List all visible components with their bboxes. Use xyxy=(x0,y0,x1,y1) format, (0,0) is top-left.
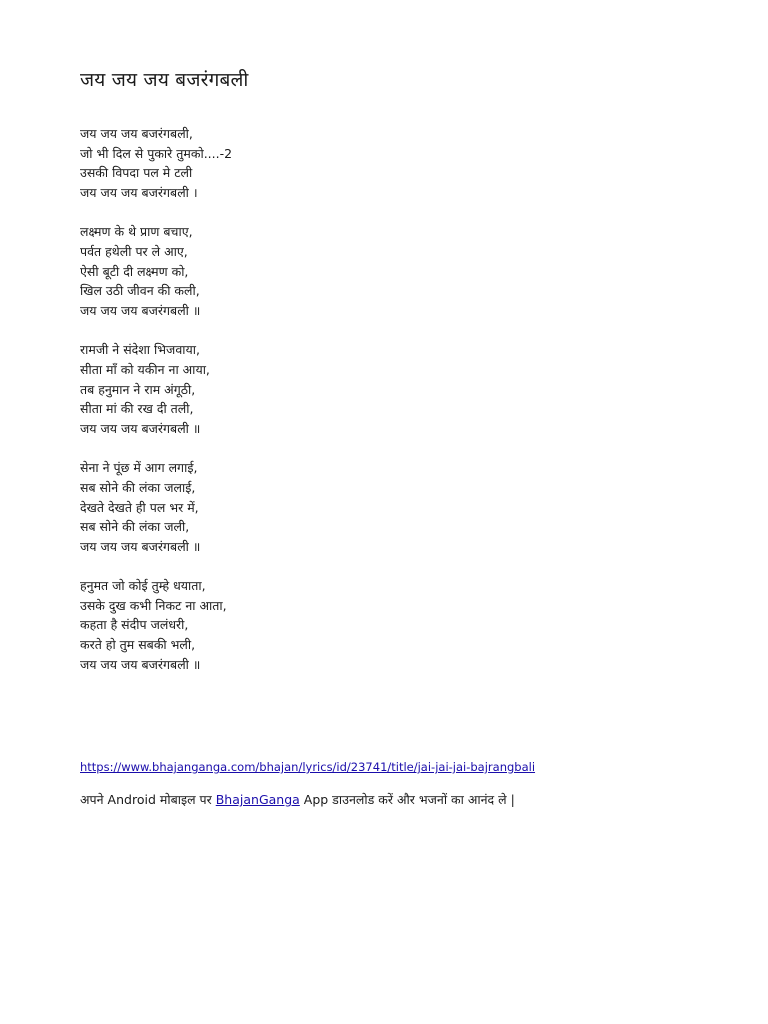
lyric-line: सेना ने पूंछ में आग लगाई, xyxy=(80,460,198,476)
footer-text-before: अपने Android मोबाइल पर xyxy=(80,792,216,807)
page-title: जय जय जय बजरंगबली xyxy=(80,69,249,91)
lyric-line: सब सोने की लंका जलाई, xyxy=(80,479,196,495)
lyric-line: लक्ष्मण के थे प्राण बचाए, xyxy=(80,224,193,240)
lyric-line: जय जय जय बजरंगबली ॥ xyxy=(80,302,201,318)
lyrics-body xyxy=(80,124,680,694)
lyric-line: जय जय जय बजरंगबली ॥ xyxy=(80,656,201,672)
stanza xyxy=(80,222,680,320)
stanza xyxy=(80,458,680,556)
lyric-line: तब हनुमान ने राम अंगूठी, xyxy=(80,381,196,397)
lyric-line: जो भी दिल से पुकारे तुमको....-2 xyxy=(80,145,233,161)
lyric-line: करते हो तुम सबकी भली, xyxy=(80,637,196,653)
source-link[interactable]: https://www.bhajanganga.com/bhajan/lyrics/id/23741/title/jai-jai-jai-bajrangbali xyxy=(80,760,536,774)
lyric-line: खिल उठी जीवन की कली, xyxy=(80,283,200,299)
lyric-line: रामजी ने संदेशा भिजवाया, xyxy=(80,342,200,358)
lyric-line: जय जय जय बजरंगबली । xyxy=(80,184,198,200)
lyric-line: पर्वत हथेली पर ले आए, xyxy=(80,243,188,259)
lyric-line: जय जय जय बजरंगबली, xyxy=(80,126,193,141)
footer-note xyxy=(80,790,515,810)
lyric-line: ऐसी बूटी दी लक्ष्मण को, xyxy=(80,263,189,279)
lyric-line: उसके दुख कभी निकट ना आता, xyxy=(80,597,227,613)
lyric-line: सीता माँ को यकीन ना आया, xyxy=(80,361,210,377)
lyric-line: उसकी विपदा पल मे टली xyxy=(80,165,193,181)
lyric-line: सब सोने की लंका जली, xyxy=(80,519,190,535)
lyric-line: जय जय जय बजरंगबली ॥ xyxy=(80,420,201,436)
lyric-line: देखते देखते ही पल भर में, xyxy=(80,499,199,515)
footer-text-after: App डाउनलोड करें और भजनों का आनंद ले | xyxy=(299,792,515,807)
stanza xyxy=(80,124,680,202)
lyric-line: जय जय जय बजरंगबली ॥ xyxy=(80,538,201,554)
lyric-line: कहता है संदीप जलंधरी, xyxy=(80,617,189,633)
stanza xyxy=(80,340,680,438)
bhajanganga-app-link[interactable]: BhajanGanga xyxy=(215,792,300,807)
stanza xyxy=(80,576,680,674)
lyric-line: हनुमत जो कोई तुम्हे धयाता, xyxy=(80,578,206,594)
lyric-line: सीता मां की रख दी तली, xyxy=(80,401,194,417)
